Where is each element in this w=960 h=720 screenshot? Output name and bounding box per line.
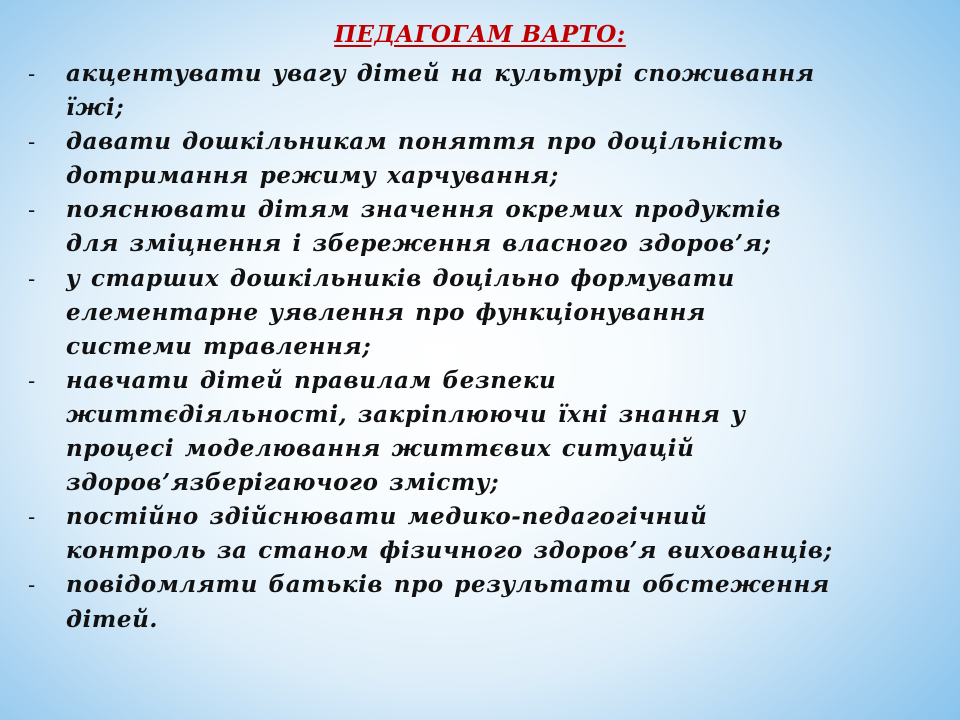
bullet-item xyxy=(0,57,960,125)
item-text-line: системи травлення; xyxy=(66,332,372,360)
item-text-line: акцентувати увагу дітей на культурі споживання xyxy=(66,60,815,87)
item-text-line: навчати дітей правилам безпеки xyxy=(66,366,557,394)
slide-title: ПЕДАГОГАМ ВАРТО: xyxy=(334,21,626,48)
bullet-dash: - xyxy=(28,368,36,393)
item-text-line: давати дошкільникам поняття про доцільність xyxy=(66,128,784,156)
item-text-line: у старших дошкільників доцільно формувати xyxy=(66,264,735,292)
item-text-line: процесі моделювання життєвих ситуацій xyxy=(66,435,695,463)
bullet-item xyxy=(0,500,960,568)
bullet-item xyxy=(0,568,960,636)
bullet-list xyxy=(0,57,960,637)
item-text-line: дітей. xyxy=(66,605,159,633)
item-text-line: їжі; xyxy=(66,94,125,122)
bullet-dash: - xyxy=(28,62,36,86)
bullet-item xyxy=(0,364,960,500)
bullet-dash: - xyxy=(28,198,36,223)
item-text-line: постійно здійснювати медико-педагогічний xyxy=(66,503,708,531)
bullet-dash: - xyxy=(28,505,36,530)
item-text-line: елементарне уявлення про функціонування xyxy=(66,298,706,326)
bullet-dash: - xyxy=(28,130,36,155)
item-text-line: контроль за станом фізичного здоров’я вихованців; xyxy=(66,537,833,565)
item-text-line: пояснювати дітям значення окремих продуктів xyxy=(66,196,782,224)
item-text-line: дотримання режиму харчування; xyxy=(66,162,559,190)
item-text-line: повідомляти батьків про результати обстеження xyxy=(66,571,830,599)
item-text-line: здоров’язберігаючого змісту; xyxy=(66,469,500,497)
bullet-item xyxy=(0,193,960,261)
bullet-dash: - xyxy=(28,573,36,598)
item-text-line: для зміцнення і збереження власного здоров’я; xyxy=(66,230,772,258)
bullet-item xyxy=(0,262,960,364)
bullet-item xyxy=(0,125,960,193)
bullet-dash: - xyxy=(28,266,36,291)
item-text-line: життєдіяльності, закріплюючи їхні знання у xyxy=(66,400,746,428)
